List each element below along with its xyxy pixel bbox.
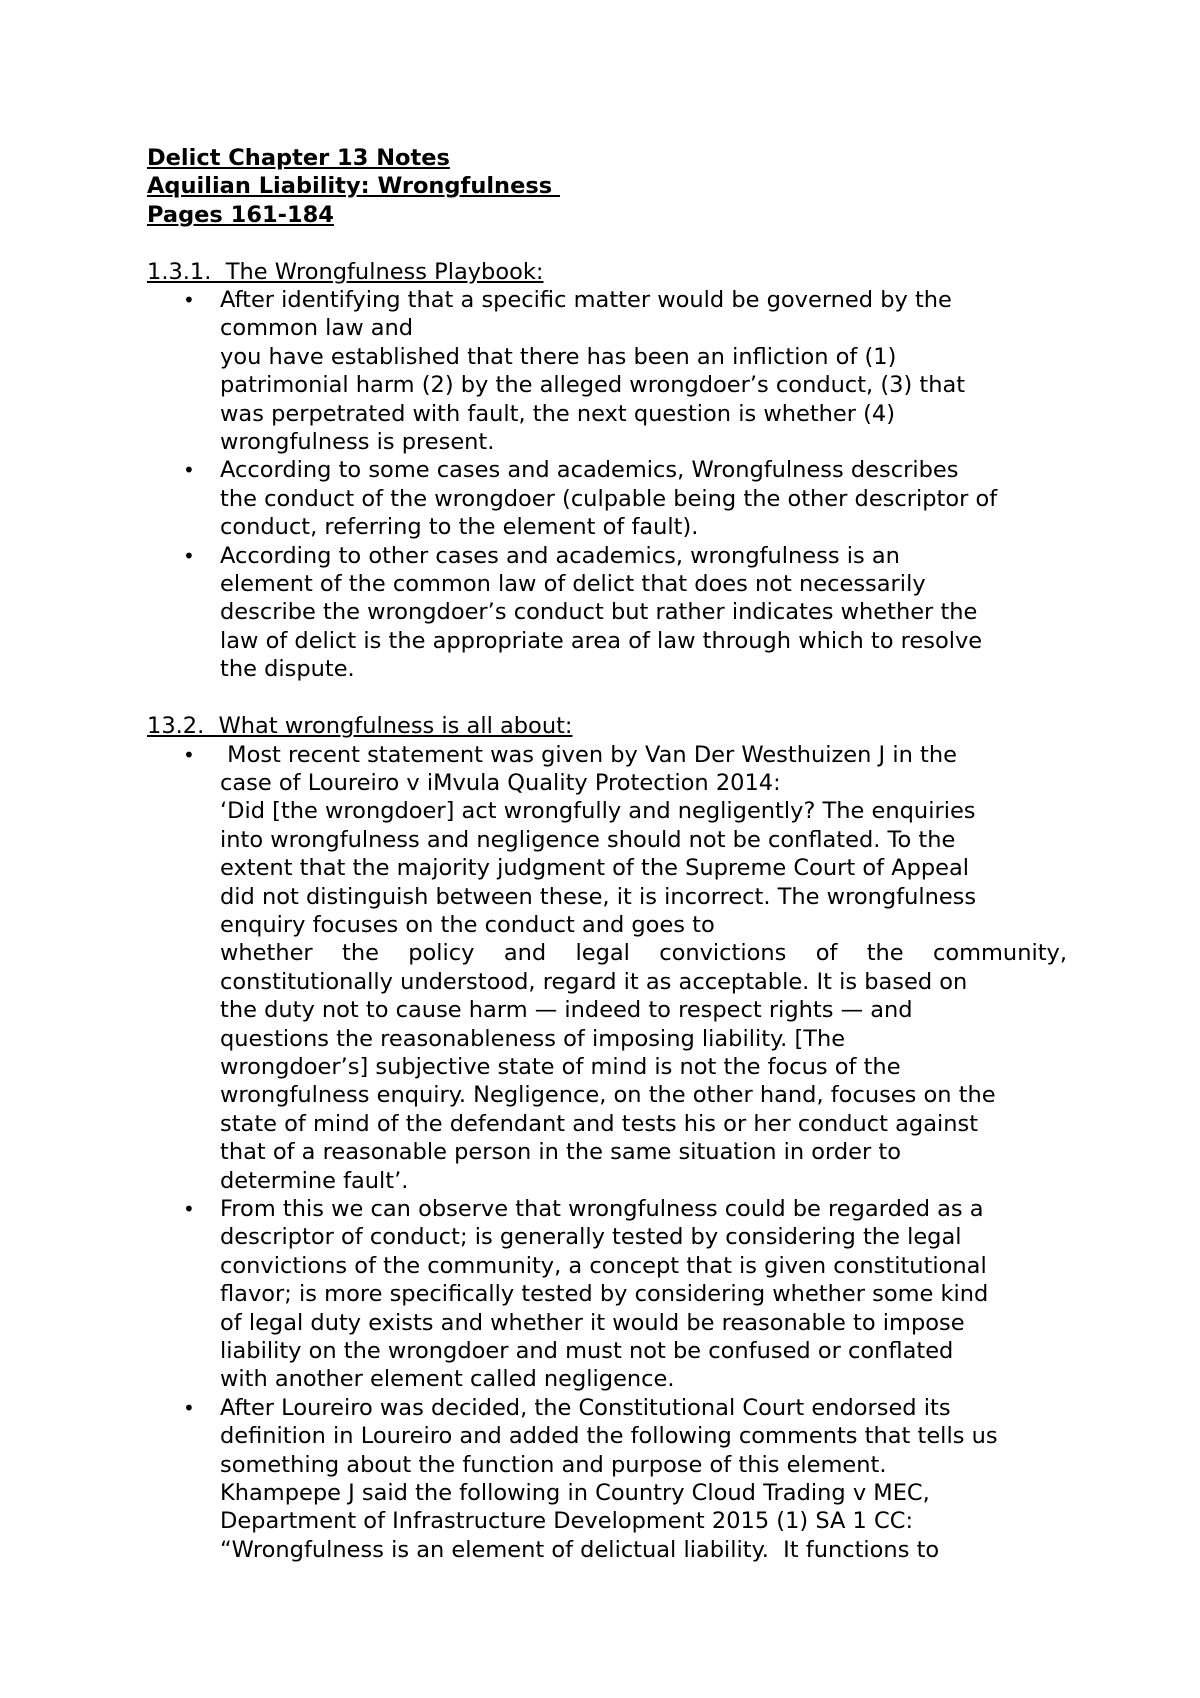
text-line: wrongdoer’s] subjective state of mind is not the focus of the — [220, 1053, 901, 1080]
text-line: with another element called negligence. — [220, 1366, 675, 1393]
bullet-icon: • — [183, 742, 195, 767]
text-line: case of Loureiro v iMvula Quality Protection 2014: — [220, 769, 781, 796]
list-item — [147, 456, 1067, 541]
text-line: law of delict is the appropriate area of law through which to resolve — [220, 627, 983, 654]
text-line: definition in Loureiro and added the following comments that tells us — [220, 1423, 998, 1450]
text-line: common law and — [220, 315, 414, 342]
spacer — [147, 684, 1067, 712]
text-line: determine fault’. — [220, 1167, 409, 1194]
section-1-list — [147, 286, 1067, 684]
text-line: After identifying that a specific matter would be governed by the — [220, 287, 952, 314]
text-line: After Loureiro was decided, the Constitutional Court endorsed its — [220, 1394, 951, 1421]
text-line: ‘Did [the wrongdoer] act wrongfully and negligently? The enquiries — [220, 798, 976, 825]
list-item — [147, 741, 1067, 1196]
text-line: “Wrongfulness is an element of delictual liability. It functions to — [220, 1536, 940, 1563]
text-line: questions the reasonableness of imposing liability. [The — [220, 1025, 846, 1052]
list-item — [147, 1195, 1067, 1394]
text-line: the duty not to cause harm — indeed to respect rights — and — [220, 997, 913, 1024]
text-line: something about the function and purpose of this element. — [220, 1451, 887, 1478]
section-2-list — [147, 741, 1067, 1565]
text-line: convictions of the community, a concept that is given constitutional — [220, 1252, 987, 1279]
text-line: wrongfulness is present. — [220, 429, 495, 456]
text-line: into wrongfulness and negligence should not be conflated. To the — [220, 826, 956, 853]
bullet-icon: • — [183, 458, 195, 483]
text-line: whether the policy and legal convictions of the community, — [220, 940, 1067, 967]
text-line: conduct, referring to the element of fault). — [220, 514, 699, 541]
text-line: Most recent statement was given by Van Der Westhuizen J in the — [220, 741, 957, 768]
document-pages: Pages 161-184 — [147, 201, 334, 228]
text-line: According to some cases and academics, Wrongfulness describes — [220, 457, 959, 484]
list-item — [147, 1394, 1067, 1564]
text-line: flavor; is more specifically tested by considering whether some kind — [220, 1281, 989, 1308]
text-line: liability on the wrongdoer and must not be confused or conflated — [220, 1338, 954, 1365]
text-line: Department of Infrastructure Development 2015 (1) SA 1 CC: — [220, 1508, 914, 1535]
text-line: did not distinguish between these, it is incorrect. The wrongfulness — [220, 883, 977, 910]
text-line: of legal duty exists and whether it would be reasonable to impose — [220, 1309, 965, 1336]
text-line: was perpetrated with fault, the next question is whether (4) — [220, 400, 896, 427]
text-line: the conduct of the wrongdoer (culpable being the other descriptor of — [220, 485, 998, 512]
section-1-title: 1.3.1. The Wrongfulness Playbook: — [147, 258, 544, 285]
bullet-icon: • — [183, 288, 195, 313]
text-line: you have established that there has been an infliction of (1) — [220, 343, 897, 370]
text-line: descriptor of conduct; is generally tested by considering the legal — [220, 1224, 962, 1251]
text-line: patrimonial harm (2) by the alleged wrongdoer’s conduct, (3) that — [220, 372, 966, 399]
bullet-icon: • — [183, 543, 195, 568]
text-line: that of a reasonable person in the same situation in order to — [220, 1139, 902, 1166]
document-title: Delict Chapter 13 Notes — [147, 145, 450, 171]
text-line: According to other cases and academics, wrongfulness is an — [220, 542, 900, 569]
text-line: Khampepe J said the following in Country Cloud Trading v MEC, — [220, 1480, 930, 1507]
text-line: enquiry focuses on the conduct and goes to — [220, 911, 715, 938]
text-line: describe the wrongdoer’s conduct but rather indicates whether the — [220, 599, 978, 626]
text-line: From this we can observe that wrongfulness could be regarded as a — [220, 1196, 984, 1222]
text-line: the dispute. — [220, 656, 355, 683]
document-body — [147, 144, 1067, 1564]
text-line: extent that the majority judgment of the Supreme Court of Appeal — [220, 855, 970, 882]
text-line: constitutionally understood, regard it as acceptable. It is based on — [220, 968, 968, 995]
text-line: state of mind of the defendant and tests his or her conduct against — [220, 1110, 979, 1137]
spacer — [147, 229, 1067, 257]
text-line: wrongfulness enquiry. Negligence, on the other hand, focuses on the — [220, 1082, 996, 1109]
text-line: element of the common law of delict that does not necessarily — [220, 571, 926, 598]
bullet-icon: • — [183, 1197, 195, 1221]
list-item — [147, 286, 1067, 456]
document-subtitle: Aquilian Liability: Wrongfulness — [147, 173, 560, 200]
list-item — [147, 542, 1067, 684]
bullet-icon: • — [183, 1395, 195, 1420]
section-2-title: 13.2. What wrongfulness is all about: — [147, 713, 573, 740]
